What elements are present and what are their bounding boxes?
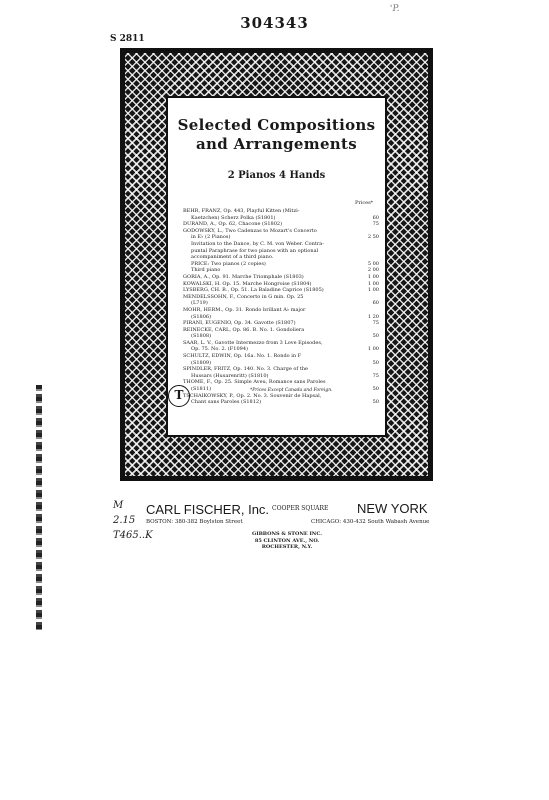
listing-title: (S1811) — [191, 386, 212, 393]
listing-row — [183, 379, 379, 386]
listing-row — [183, 221, 379, 228]
listing-price: 50 — [372, 333, 379, 340]
listing-row — [183, 294, 379, 301]
listing-row — [183, 274, 379, 281]
listing-price: 5 00 — [367, 260, 379, 267]
listing-title: PIRANI, EUGENIO, Op. 34. Gavotte (S1807) — [183, 320, 296, 327]
dealer-stamp-line: ROCHESTER, N.Y. — [261, 544, 313, 550]
listing-price: 50 — [372, 399, 379, 406]
listing-title: PRICE: Two pianos (2 copies) — [191, 260, 266, 267]
listing-row — [183, 360, 379, 367]
listing-row — [183, 300, 379, 307]
listing-title: SPINDLER, FRITZ, Op. 140. No. 3. Charge of the — [183, 366, 309, 373]
listing-title: Invitation to the Dance, by C. M. von Weber. Contra- — [191, 240, 324, 247]
listing-title: GORIA, A., Op. 91. Marche Triomphale (S1803) — [183, 273, 304, 280]
catalog-code: S 2811 — [110, 34, 145, 44]
listing-price: 2 50 — [367, 234, 379, 241]
prices-header: Prices* — [355, 200, 374, 206]
listing-price: 1 00 — [367, 287, 379, 294]
listing-row — [183, 327, 379, 334]
listing-title: BEHR, FRANZ, Op. 443, Playful Kitten (Mitzi- — [183, 208, 300, 214]
listing-row — [183, 254, 379, 261]
listing-row — [183, 248, 379, 255]
listing-title: Op. 75. No. 2. (F1094) — [191, 346, 248, 353]
listing-row — [183, 366, 379, 373]
boston-branch: BOSTON: 380-382 Boylston Street — [146, 519, 243, 525]
listing-price: 1 00 — [367, 346, 379, 353]
publisher-city: NEW YORK — [357, 501, 428, 516]
listing-title: KOWALSKI, H. Op. 15. Marche Hongroise (S1804) — [183, 280, 312, 287]
listing-row — [183, 399, 379, 406]
listing-title: LYSBERG, CH. B., Op. 51. La Baladine Caprice (S1805) — [183, 287, 324, 294]
handwritten-note: M — [113, 500, 124, 511]
catalog-stamp-number: 304343 — [240, 14, 309, 32]
listing-title: (S1808) — [191, 333, 212, 340]
dealer-stamp-line: GIBBONS & STONE INC. — [251, 531, 323, 537]
listing-title: MOHR, HERM., Op. 31. Rondo brillant A♭ major — [183, 306, 306, 313]
listing-price: 1 20 — [367, 313, 379, 320]
listing-row — [183, 320, 379, 327]
listing-title: puntal Paraphrase for two pianos with an optional — [191, 247, 319, 254]
dealer-stamp-line: 85 CLINTON AVE., NO. — [254, 537, 320, 544]
subtitle: 2 Pianos 4 Hands — [227, 170, 326, 181]
title-line-2: and Arrangements — [196, 135, 357, 153]
listing-title: (L719) — [191, 300, 208, 307]
listing-price: 50 — [372, 359, 379, 366]
listing-price: 75 — [372, 221, 379, 228]
listing-price: 1 00 — [367, 273, 379, 280]
pencil-scrawl: 'P. — [389, 3, 400, 15]
listing-title: (S1806) — [191, 313, 212, 320]
listing-title: (S1809) — [191, 359, 212, 366]
composition-list — [183, 208, 379, 406]
publisher-name: CARL FISCHER, Inc. — [146, 502, 270, 517]
listing-price: 60 — [372, 300, 379, 307]
listing-title: Chant sans Paroles (S1812) — [191, 399, 262, 406]
listing-row — [183, 373, 379, 380]
price-footnote: *Prices Except Canada and Foreign. — [250, 388, 333, 393]
listing-title: MENDELSSOHN, F., Concerto in G min. Op. 25 — [183, 293, 304, 300]
publisher-logo: T — [168, 385, 190, 407]
listing-title: Third piano — [191, 267, 221, 274]
listing-title: TSCHAIKOWSKY, P., Op. 2. No. 3. Souvenir de Hapsal, — [183, 392, 322, 399]
listing-price: 1 00 — [367, 280, 379, 287]
listing-title: SCHULTZ, EDWIN, Op. 16a. No. 1. Rondo in F — [183, 353, 302, 360]
listing-title: THOME, F., Op. 25. Simple Aveu, Romance sans Paroles — [183, 379, 326, 386]
listing-row — [183, 287, 379, 294]
listing-title: DURAND, A., Op. 62, Chacone (S1802) — [183, 221, 283, 228]
listing-row — [183, 208, 379, 215]
listing-row — [183, 333, 379, 340]
listing-row — [183, 261, 379, 268]
listing-row — [183, 346, 379, 353]
listing-title: SAAR, L. V., Gavotte Intermezzo from 3 Love Episodes, — [183, 339, 323, 346]
title-line-1: Selected Compositions — [177, 116, 376, 134]
handwritten-note: T465..K — [113, 530, 153, 541]
listing-title: Hussars (Husarenritt) (S1810) — [191, 372, 269, 379]
listing-price: 2 00 — [367, 267, 379, 274]
handwritten-note: 2.15 — [113, 515, 136, 526]
chicago-branch: CHICAGO: 430-432 South Wabash Avenue — [311, 519, 430, 525]
listing-row — [183, 234, 379, 241]
listing-title: Kaetzchen) Scherz Polka (S1801) — [191, 214, 276, 221]
dealer-stamp — [247, 531, 327, 551]
listing-title: GODOWSKY, L., Two Cadenzas to Mozart's Concerto — [183, 227, 317, 234]
listing-title: in E♭ (2 Pianos) — [191, 234, 231, 241]
listing-row — [183, 307, 379, 314]
listing-row — [183, 267, 379, 274]
listing-price: 60 — [372, 214, 379, 221]
listing-row — [183, 353, 379, 360]
listing-price: 50 — [372, 386, 379, 393]
publisher-address: COOPER SQUARE — [272, 505, 329, 512]
listing-row — [183, 241, 379, 248]
listing-title: accompaniment of a third piano. — [191, 254, 274, 261]
binding-edge — [36, 385, 42, 630]
listing-price: 75 — [372, 372, 379, 379]
listing-title: REINECKE, CARL, Op. 86. B. No. 1. Gondoliera — [183, 326, 305, 333]
listing-price: 75 — [372, 320, 379, 327]
